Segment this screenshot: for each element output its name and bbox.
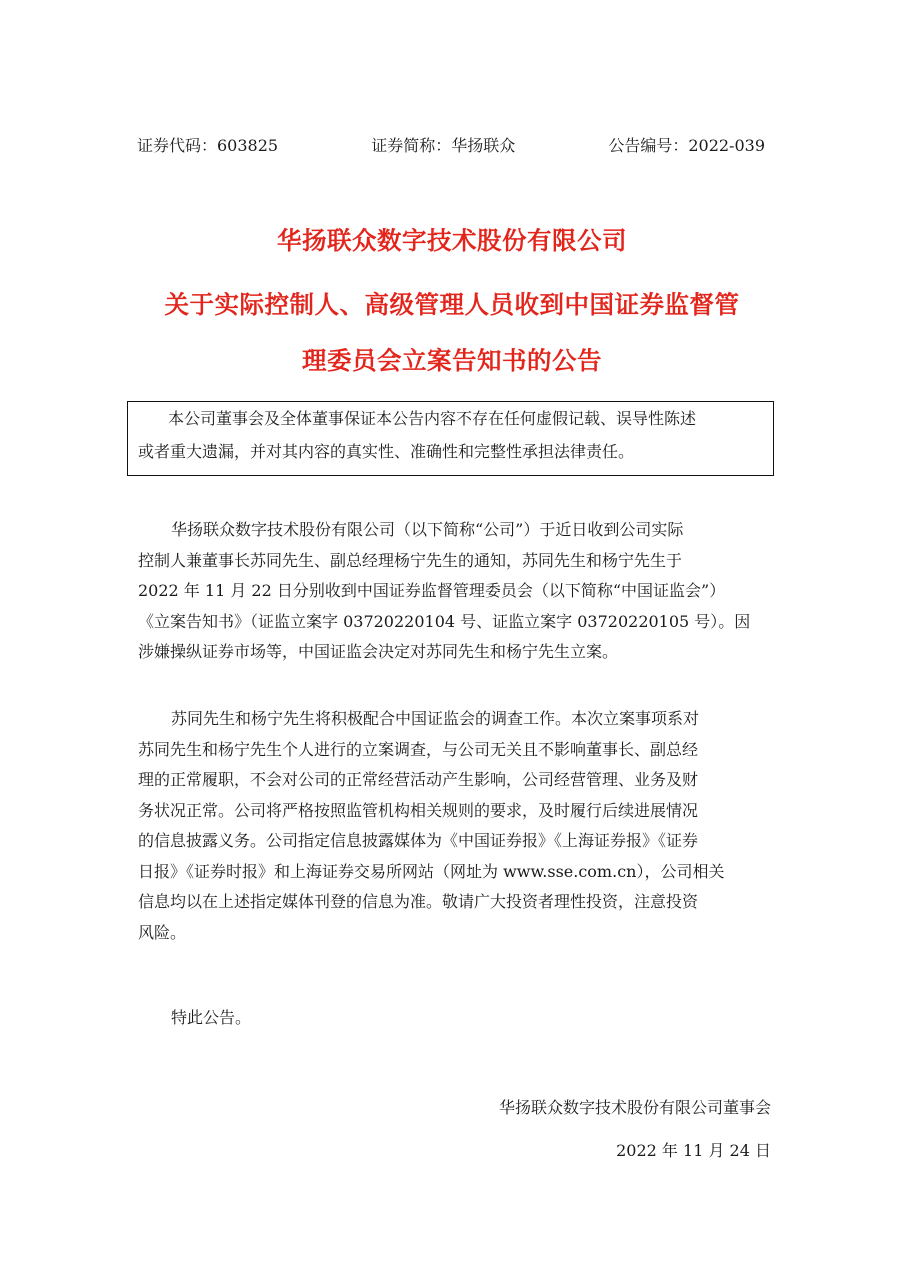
paragraph-line: 信息均以在上述指定媒体刊登的信息为准。敬请广大投资者理性投资，注意投资 — [138, 892, 699, 911]
paragraph-line: 日报》《证券时报》和上海证券交易所网站（网址为 www.sse.com.cn），公司相关 — [138, 861, 725, 881]
paragraph-impact — [138, 704, 772, 948]
paragraph-notice — [138, 515, 772, 668]
paragraph-line: 控制人兼董事长苏同先生、副总经理杨宁先生的通知，苏同先生和杨宁先生于 — [138, 550, 683, 570]
declaration-line: 本公司董事会及全体董事保证本公告内容不存在任何虚假记载、误导性陈述 — [168, 409, 697, 428]
declaration-box — [127, 401, 774, 476]
title-line-2: 关于实际控制人、高级管理人员收到中国证券监督管 — [164, 290, 740, 319]
paragraph-line: 的信息披露义务。公司指定信息披露媒体为《中国证券报》《上海证券报》《证券 — [138, 831, 699, 850]
paragraph-line: 苏同先生和杨宁先生将积极配合中国证监会的调查工作。本次立案事项系对 — [171, 709, 700, 728]
header-line — [137, 133, 765, 156]
signature-date: 2022 年 11 月 24 日 — [616, 1141, 771, 1160]
paragraph-line: 华扬联众数字技术股份有限公司（以下简称“公司”）于近日收到公司实际 — [171, 520, 684, 539]
stock-name: 证券简称：华扬联众 — [371, 136, 516, 155]
closing-text: 特此公告。 — [171, 1008, 252, 1027]
title-line-3: 理委员会立案告知书的公告 — [302, 346, 602, 375]
paragraph-line: 风险。 — [138, 922, 187, 942]
paragraph-line: 苏同先生和杨宁先生个人进行的立案调查，与公司无关且不影响董事长、副总经 — [138, 739, 699, 759]
signature-company: 华扬联众数字技术股份有限公司董事会 — [498, 1098, 771, 1117]
stock-code: 证券代码：603825 — [137, 136, 279, 155]
paragraph-line: 理的正常履职，不会对公司的正常经营活动产生影响，公司经营管理、业务及财 — [138, 770, 699, 789]
closing-paragraph — [138, 1003, 772, 1034]
paragraph-line: 2022 年 11 月 22 日分别收到中国证券监督管理委员会（以下简称“中国证监会”） — [138, 581, 726, 600]
declaration-line: 或者重大遗漏，并对其内容的真实性、准确性和完整性承担法律责任。 — [138, 442, 635, 461]
paragraph-line: 务状况正常。公司将严格按照监管机构相关规则的要求，及时履行后续进展情况 — [138, 800, 699, 820]
paragraph-line: 涉嫌操纵证券市场等，中国证监会决定对苏同先生和杨宁先生立案。 — [138, 642, 619, 661]
announcement-number: 公告编号：2022-039 — [608, 136, 765, 155]
title-company: 华扬联众数字技术股份有限公司 — [277, 226, 627, 255]
paragraph-line: 《立案告知书》（证监立案字 03720220104 号、证监立案字 03720220105 号）。因 — [138, 611, 751, 631]
